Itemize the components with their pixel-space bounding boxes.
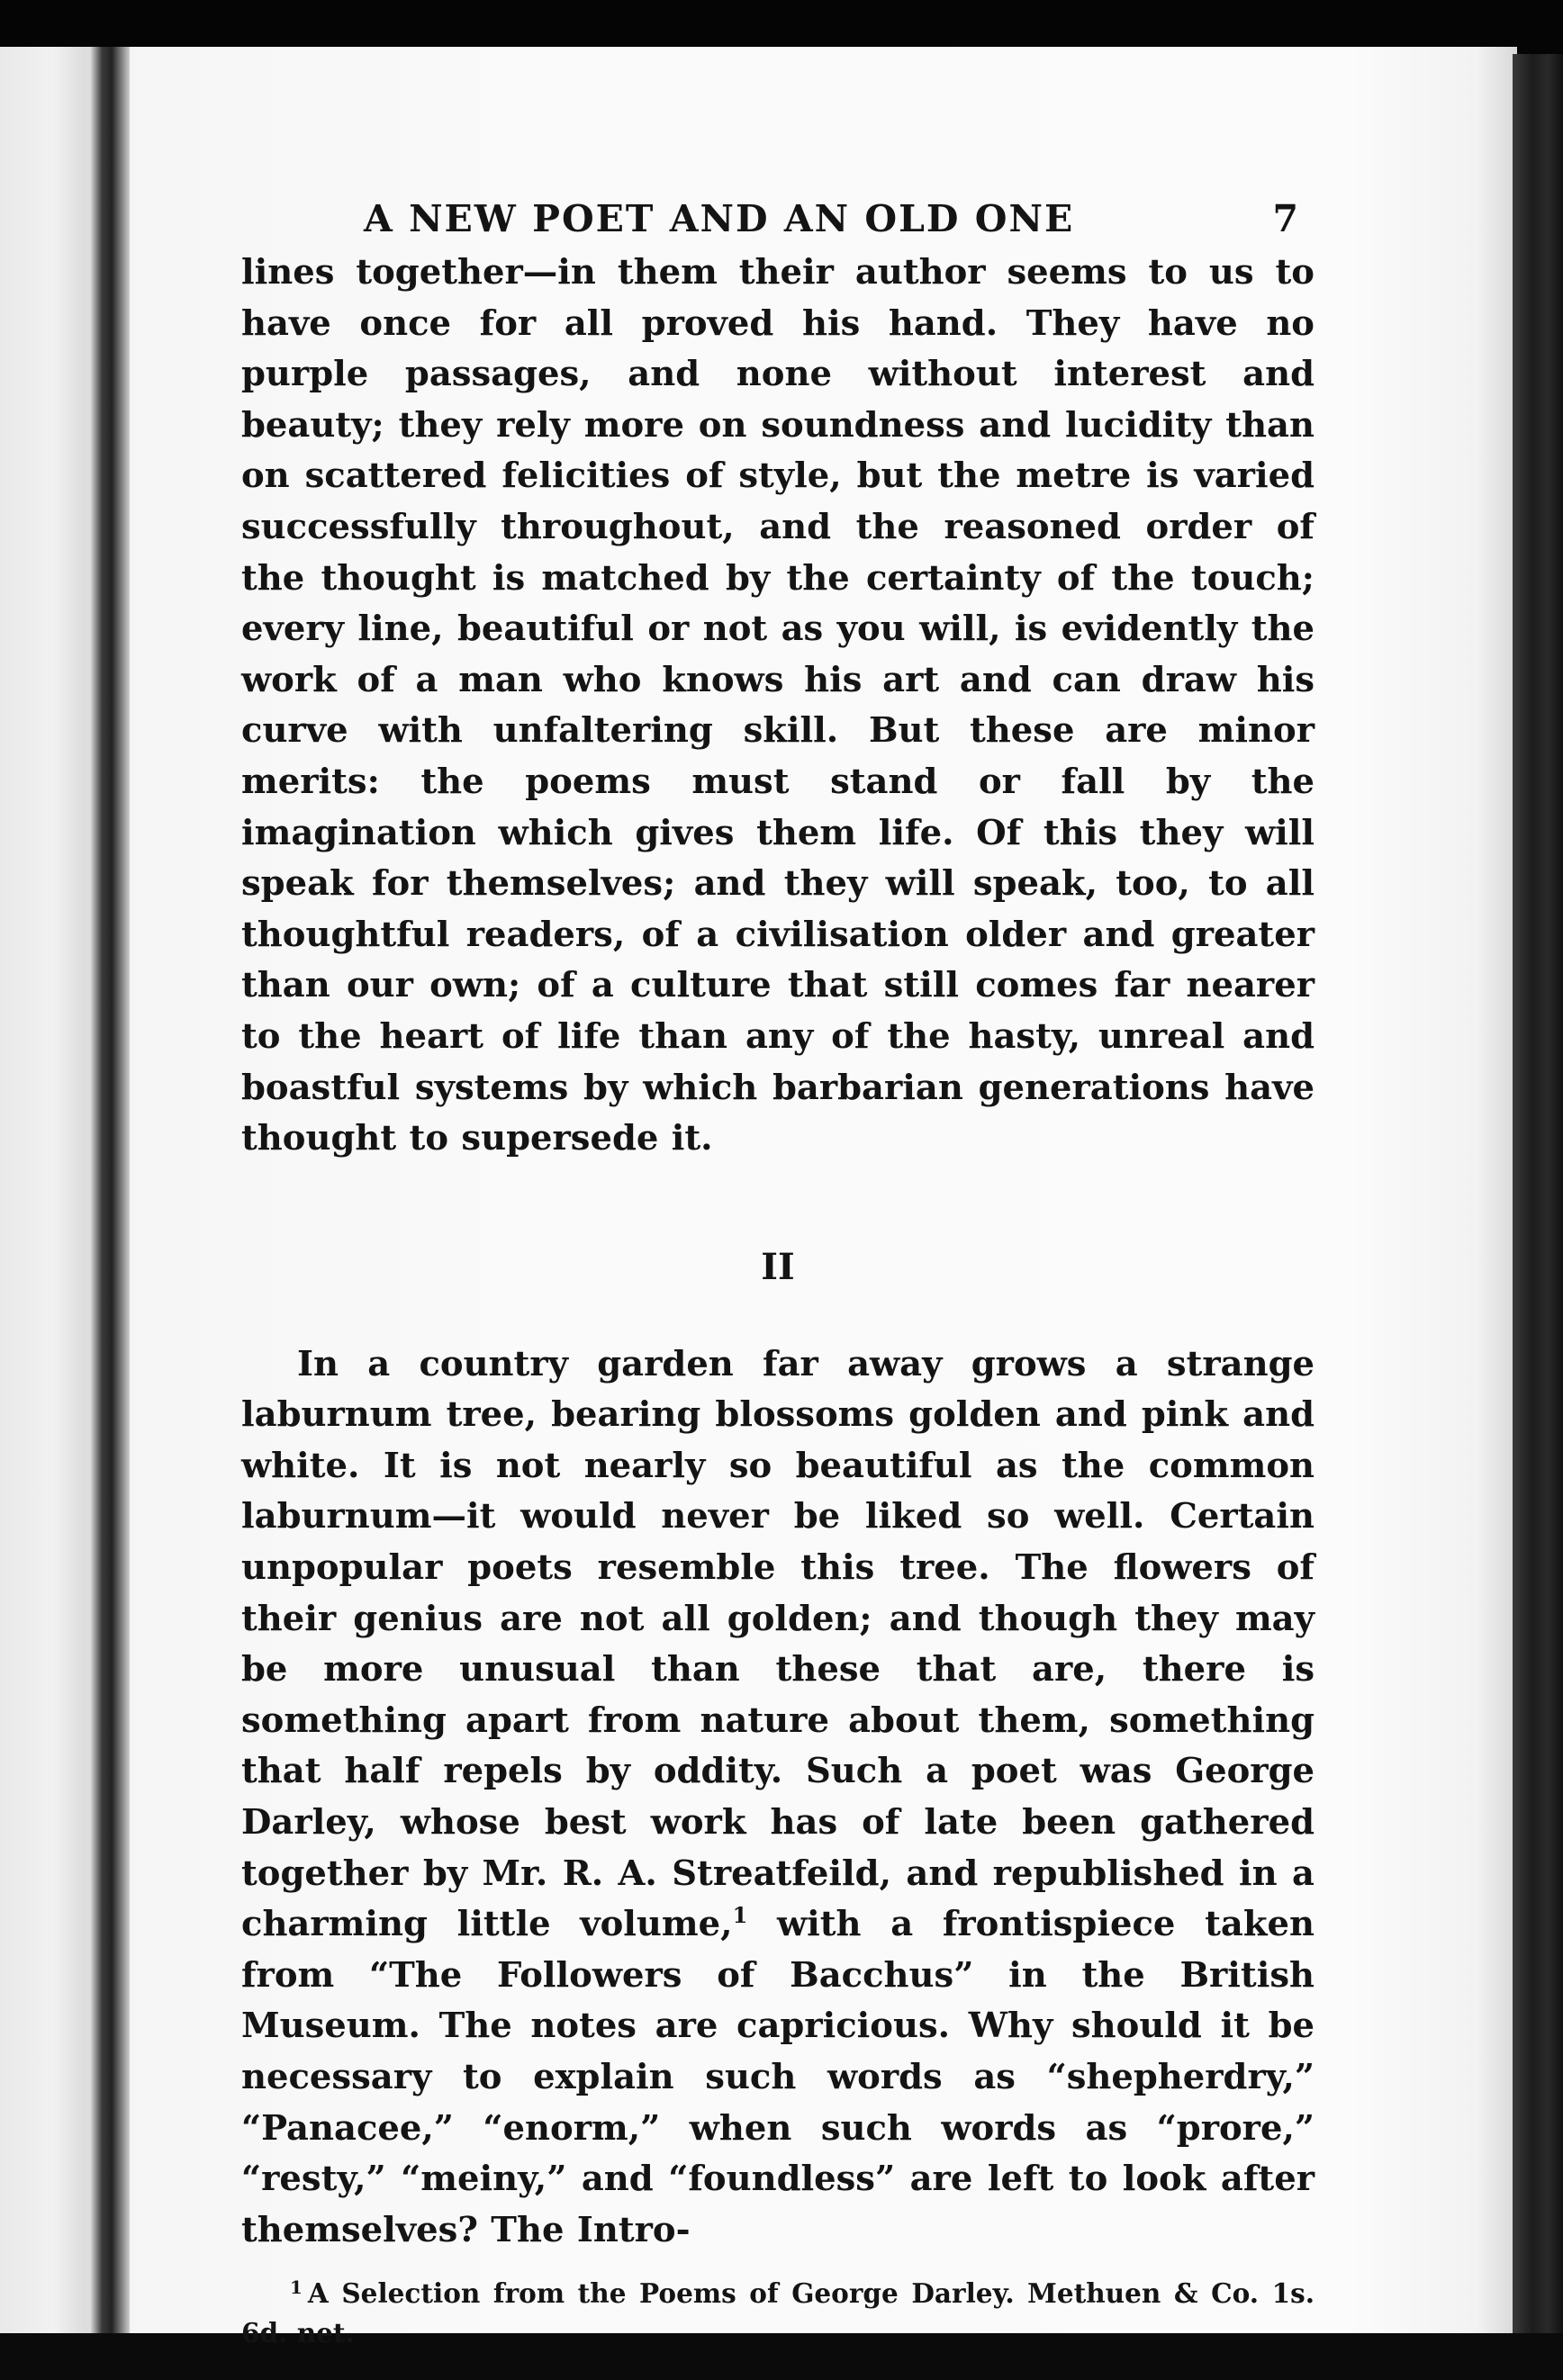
page-number: 7 [1272,197,1300,240]
footnote-number: 1 [290,2276,303,2299]
page-content [241,185,1315,2380]
running-head [241,185,1315,248]
paragraph-text-after-note: with a frontispiece taken from “The Followers of Bacchus” in the British Museum. The notes are capricious. Why should it be necessary to explain such words as “shepherdry,” “Panacee,” “enorm,” when such words as “prore,” “resty,” “meiny,” and “foundless” are left to look after themselves? The Intro- [241,1904,1315,2250]
footnote-reference-mark: 1 [732,1902,748,1929]
footnote-text: A Selection from the Poems of George Darley. Methuen & Co. 1s. 6d. net. [241,2277,1315,2349]
paragraph-text-before-note: In a country garden far away grows a strange laburnum tree, bearing blossoms golden and pink and white. It is not nearly so beautiful as the common laburnum—it would never be liked so well. Certain unpopular poets resemble this tree. The flowers of their genius are not all golden; and though they may be more unusual than these that are, there is something apart from nature about them, something that half repels by oddity. Such a poet was George Darley, whose best work has of late been gathered together by Mr. R. A. Streatfeild, and republished in a charming little volume, [241,1343,1315,1945]
section-heading: II [761,1245,795,1288]
footnote [241,2274,1315,2353]
paragraph-section-two [241,1339,1315,2257]
paragraph-continued: lines together—in them their author seems to us to have once for all proved his hand. They have no purple passages, and none without interest and beauty; they rely more on soundness and lucidity than on scattered felicities of style, but the metre is varied successfully throughout, and the reasoned order of the thought is matched by the certainty of the touch; every line, beautiful or not as you will, is evidently the work of a man who knows his art and can draw his curve with unfaltering skill. But these are minor merits: the poems must stand or fall by the imagination which gives them life. Of this they will speak for themselves; and they will speak, too, to all thoughtful readers, of a civilisation older and greater than our own; of a culture that still comes far nearer to the heart of life than any of the hasty, unreal and boastful systems by which barbarian generations have thought to supersede it. [241,252,1315,1159]
scan-border-top [0,0,1563,54]
running-head-title: A NEW POET AND AN OLD ONE [364,197,1075,240]
binding-shadow [90,47,130,2333]
book-cover-edge [1513,54,1563,2333]
